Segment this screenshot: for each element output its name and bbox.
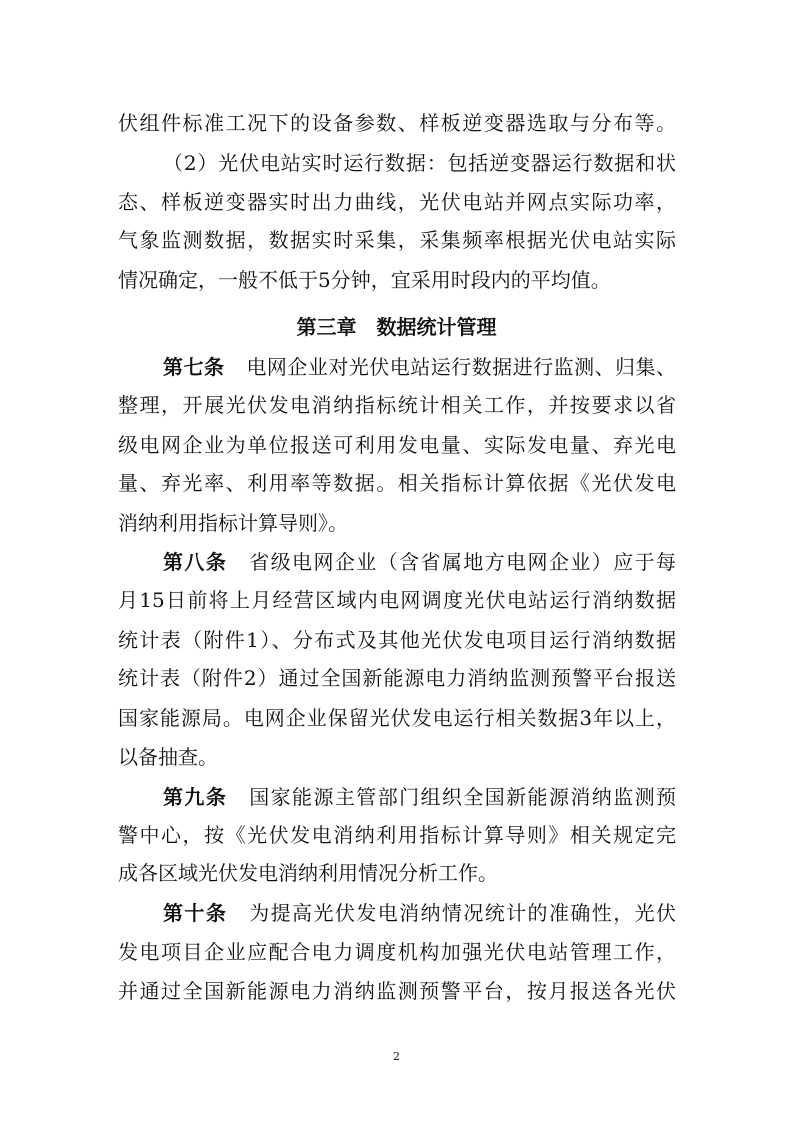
text-span: 省级电网企业（含省属地方电网企业）应于每: [249, 550, 677, 574]
text-line: 情况确定，一般不低于5分钟，宜采用时段内的平均值。: [118, 268, 611, 292]
text-line: 整理，开展光伏发电消纳指标统计相关工作，并按要求以省: [118, 393, 676, 417]
text-line: 统计表（附件1）、分布式及其他光伏发电项目运行消纳数据: [118, 628, 676, 652]
chapter-heading: 第三章 数据统计管理: [296, 315, 497, 339]
article-label: 第八条: [163, 550, 228, 574]
text-line: 警中心，按《光伏发电消纳利用指标计算导则》相关规定完: [118, 823, 676, 847]
article-line: [163, 547, 676, 577]
text-span: 为提高光伏发电消纳情况统计的准确性，光伏: [249, 901, 677, 925]
article-line: [163, 782, 676, 812]
article-label: 第七条: [163, 355, 225, 379]
text-line: 以备抽查。: [118, 745, 218, 769]
text-line: 态、样板逆变器实时出力曲线，光伏电站并网点实际功率，: [118, 190, 676, 214]
text-line: 量、弃光率、利用率等数据。相关指标计算依据《光伏发电: [118, 471, 676, 495]
text-span: 国家能源主管部门组织全国新能源消纳监测预: [249, 785, 677, 809]
text-line: 并通过全国新能源电力消纳监测预警平台，按月报送各光伏: [118, 979, 676, 1003]
article-label: 第十条: [163, 901, 228, 925]
text-line: 月15日前将上月经营区域内电网调度光伏电站运行消纳数据: [118, 588, 676, 612]
text-span: 电网企业对光伏电站运行数据进行监测、归集、: [246, 355, 677, 379]
text-line: （2）光伏电站实时运行数据：包括逆变器运行数据和状: [163, 151, 676, 175]
text-line: 气象监测数据，数据实时采集，采集频率根据光伏电站实际: [118, 228, 676, 252]
page-number: 2: [393, 1050, 400, 1063]
text-line: 级电网企业为单位报送可利用发电量、实际发电量、弃光电: [118, 433, 676, 457]
article-line: [163, 352, 676, 382]
text-line: 统计表（附件2）通过全国新能源电力消纳监测预警平台报送: [118, 666, 676, 690]
article-line: [163, 898, 676, 928]
text-line: 发电项目企业应配合电力调度机构加强光伏电站管理工作，: [118, 940, 676, 964]
text-line: 成各区域光伏发电消纳利用情况分析工作。: [118, 861, 498, 885]
text-line: 消纳利用指标计算导则》。: [118, 511, 348, 535]
article-label: 第九条: [163, 785, 228, 809]
text-line: 伏组件标准工况下的设备参数、样板逆变器选取与分布等。: [118, 111, 676, 135]
text-line: 国家能源局。电网企业保留光伏发电运行相关数据3年以上，: [118, 706, 676, 730]
